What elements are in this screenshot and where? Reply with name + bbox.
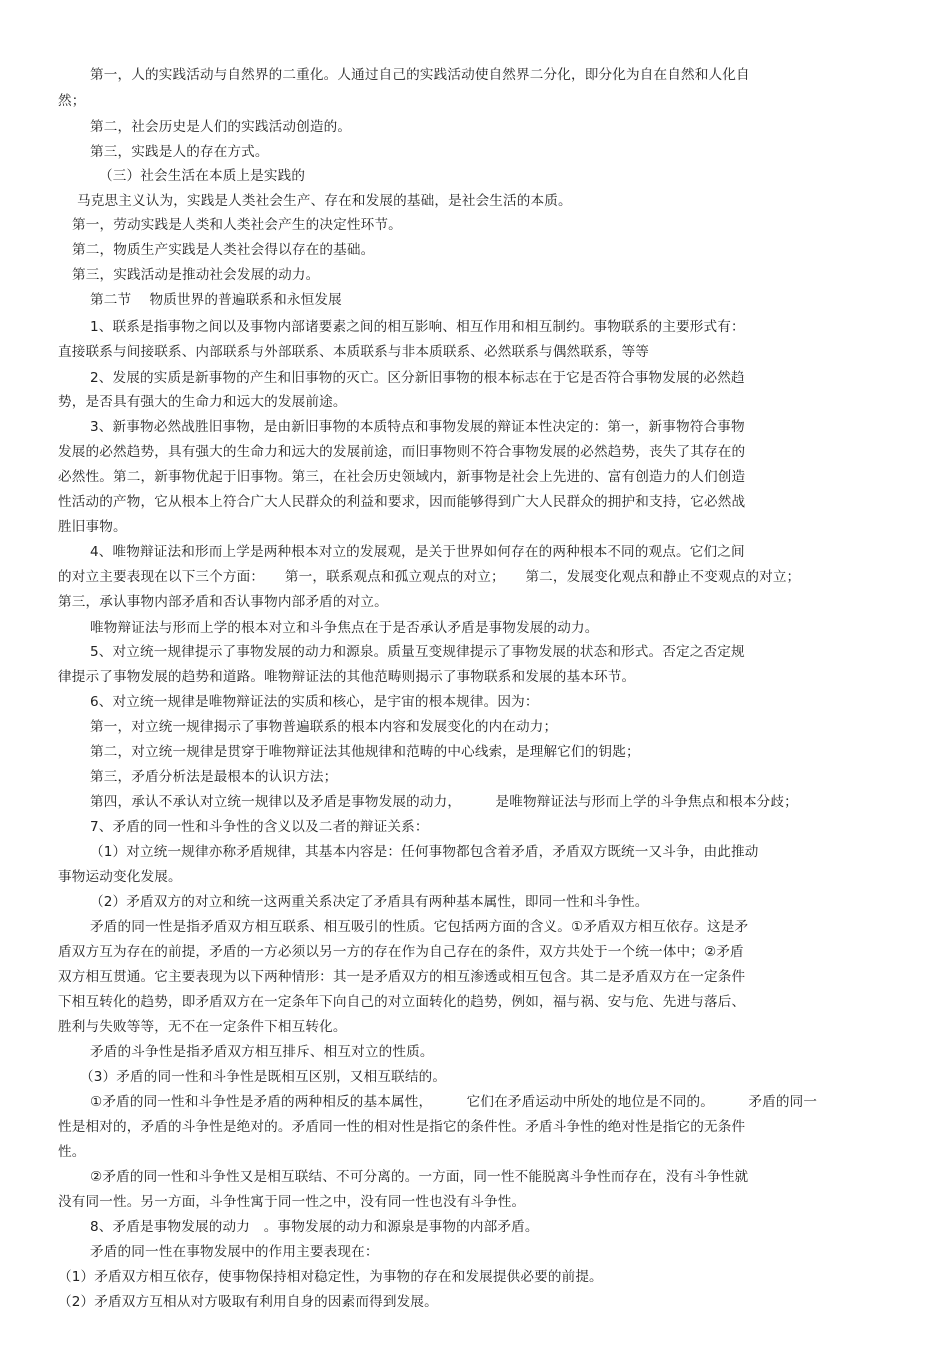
text-line: 第三，矛盾分析法是最根本的认识方法； [90, 769, 338, 785]
text-line: 第三，实践活动是推动社会发展的动力。 [72, 267, 320, 283]
text-line: 第二，对立统一规律是贯穿于唯物辩证法其他规律和范畴的中心线索，是理解它们的钥匙； [90, 744, 640, 760]
text-line: 马克思主义认为，实践是人类社会生产、存在和发展的基础，是社会生活的本质。 [77, 193, 572, 209]
text-line: 律提示了事物发展的趋势和道路。唯物辩证法的其他范畴则揭示了事物联系和发展的基本环节。 [58, 669, 636, 685]
text-line: ①矛盾的同一性和斗争性是矛盾的两种相反的基本属性， 它们在矛盾运动中所处的地位是不同的。 矛盾的同一 [90, 1094, 818, 1110]
text-line: 双方相互贯通。它主要表现为以下两种情形：其一是矛盾双方的相互渗透或相互包含。其二是矛盾双方在一定条件 [58, 969, 746, 985]
text-line: 第三，承认事物内部矛盾和否认事物内部矛盾的对立。 [58, 594, 388, 610]
text-line: 事物运动变化发展。 [58, 869, 182, 885]
text-line: 发展的必然趋势，具有强大的生命力和远大的发展前途，而旧事物则不符合事物发展的必然趋势，丧失了其存在的 [58, 444, 746, 460]
text-line: 然； [58, 93, 86, 109]
text-line: 势，是否具有强大的生命力和远大的发展前途。 [58, 394, 347, 410]
text-line: ②矛盾的同一性和斗争性又是相互联结、不可分离的。一方面，同一性不能脱离斗争性而存在，没有斗争性就 [90, 1169, 749, 1185]
section-heading: 第二节 物质世界的普遍联系和永恒发展 [90, 292, 342, 308]
text-line: 直接联系与间接联系、内部联系与外部联系、本质联系与非本质联系、必然联系与偶然联系，等等 [58, 344, 649, 360]
text-line: 胜利与失败等等，无不在一定条件下相互转化。 [58, 1019, 347, 1035]
text-line: 第一，人的实践活动与自然界的二重化。人通过自己的实践活动使自然界二分化，即分化为自在自然和人化自 [90, 67, 750, 83]
text-line: 7、矛盾的同一性和斗争性的含义以及二者的辩证关系： [90, 819, 429, 835]
section-heading: （三）社会生活在本质上是实践的 [99, 168, 306, 184]
text-line: 第四，承认不承认对立统一规律以及矛盾是事物发展的动力， 是唯物辩证法与形而上学的斗争焦点和根本分歧； [90, 794, 798, 810]
text-line: 第二，物质生产实践是人类社会得以存在的基础。 [72, 242, 375, 258]
text-line: 5、对立统一规律提示了事物发展的动力和源泉。质量互变规律提示了事物发展的状态和形式。否定之否定规 [90, 644, 745, 660]
text-line: 6、对立统一规律是唯物辩证法的实质和核心，是宇宙的根本规律。因为： [90, 694, 539, 710]
text-line: 性。 [58, 1144, 86, 1160]
text-line: （2）矛盾双方互相从对方吸取有利用自身的因素而得到发展。 [58, 1294, 438, 1310]
text-line: （3）矛盾的同一性和斗争性是既相互区别，又相互联结的。 [80, 1069, 447, 1085]
text-line: 第二，社会历史是人们的实践活动创造的。 [90, 119, 352, 135]
text-line: 下相互转化的趋势，即矛盾双方在一定条年下向自己的对立面转化的趋势，例如，福与祸、安与危、先进与落后、 [58, 994, 746, 1010]
text-line: 性活动的产物，它从根本上符合广大人民群众的利益和要求，因而能够得到广大人民群众的拥护和支持，它必然战 [58, 494, 746, 510]
text-line: （1）对立统一规律亦称矛盾规律，其基本内容是：任何事物都包含着矛盾，矛盾双方既统一又斗争，由此推动 [90, 844, 759, 860]
text-line: 唯物辩证法与形而上学的根本对立和斗争焦点在于是否承认矛盾是事物发展的动力。 [90, 620, 599, 636]
text-line: 的对立主要表现在以下三个方面： 第一，联系观点和孤立观点的对立； 第二，发展变化观点和静止不变观点的对立； [58, 569, 801, 585]
text-line: （1）矛盾双方相互依存，使事物保持相对稳定性，为事物的存在和发展提供必要的前提。 [58, 1269, 603, 1285]
text-line: （2）矛盾双方的对立和统一这两重关系决定了矛盾具有两种基本属性，即同一性和斗争性。 [90, 894, 649, 910]
text-line: 盾双方互为存在的前提，矛盾的一方必须以另一方的存在作为自己存在的条件，双方共处于一个统一体中；②矛盾 [58, 944, 744, 960]
text-line: 矛盾的斗争性是指矛盾双方相互排斥、相互对立的性质。 [90, 1044, 434, 1060]
text-line: 没有同一性。另一方面，斗争性寓于同一性之中，没有同一性也没有斗争性。 [58, 1194, 526, 1210]
text-line: 胜旧事物。 [58, 519, 127, 535]
text-line: 必然性。第二，新事物优起于旧事物。第三，在社会历史领域内，新事物是社会上先进的、富有创造力的人们创造 [58, 469, 746, 485]
text-line: 性是相对的，矛盾的斗争性是绝对的。矛盾同一性的相对性是指它的条件性。矛盾斗争性的绝对性是指它的无条件 [58, 1119, 746, 1135]
text-line: 矛盾的同一性在事物发展中的作用主要表现在： [90, 1244, 379, 1260]
text-line: 矛盾的同一性是指矛盾双方相互联系、相互吸引的性质。它包括两方面的含义。①矛盾双方相互依存。这是矛 [90, 919, 749, 935]
text-line: 第三，实践是人的存在方式。 [90, 144, 269, 160]
text-line: 第一，对立统一规律揭示了事物普遍联系的根本内容和发展变化的内在动力； [90, 719, 558, 735]
text-line: 第一，劳动实践是人类和人类社会产生的决定性环节。 [72, 217, 402, 233]
text-line: 4、唯物辩证法和形而上学是两种根本对立的发展观，是关于世界如何存在的两种根本不同的观点。它们之间 [90, 544, 745, 560]
text-line: 2、发展的实质是新事物的产生和旧事物的灭亡。区分新旧事物的根本标志在于它是否符合事物发展的必然趋 [90, 370, 745, 386]
text-line: 1、联系是指事物之间以及事物内部诸要素之间的相互影响、相互作用和相互制约。事物联系的主要形式有： [90, 319, 745, 335]
text-line: 8、矛盾是事物发展的动力 。事物发展的动力和源泉是事物的内部矛盾。 [90, 1219, 539, 1235]
text-line: 3、新事物必然战胜旧事物，是由新旧事物的本质特点和事物发展的辩证本性决定的：第一，新事物符合事物 [90, 419, 745, 435]
